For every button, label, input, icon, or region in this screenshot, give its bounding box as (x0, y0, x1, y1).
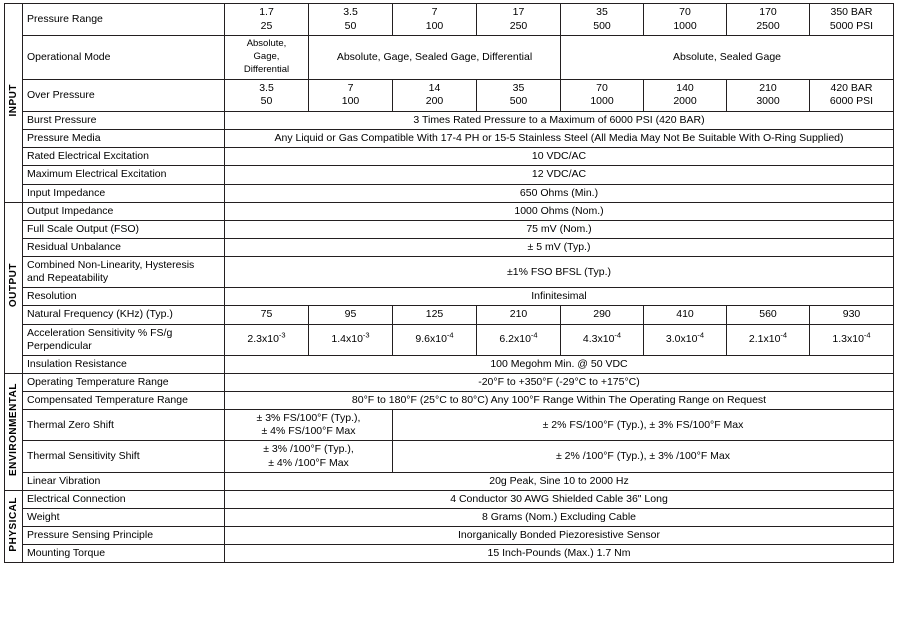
pressure-range-cell-8: 350 BAR 5000 PSI (810, 4, 894, 36)
section-label-input: INPUT (5, 4, 23, 203)
table-row (5, 490, 894, 508)
operational-mode-cell-2: Absolute, Gage, Sealed Gage, Differential (309, 36, 561, 79)
table-row (5, 355, 894, 373)
pressure-range-cell-1: 1.7 25 (225, 4, 309, 36)
row-label-combined-non-linearity: Combined Non-Linearity, Hysteresis and Repeatability (23, 257, 225, 288)
over-pressure-cell-6: 140 2000 (644, 79, 727, 111)
acceleration-sensitivity-cell-8: $1.3x10^{-4}$ (810, 324, 894, 355)
table-row (5, 288, 894, 306)
combined-non-linearity-value: ±1% FSO BFSL (Typ.) (225, 257, 894, 288)
table-row (5, 545, 894, 563)
table-row (5, 220, 894, 238)
table-row (5, 148, 894, 166)
maximum-electrical-excitation-value: 12 VDC/AC (225, 166, 894, 184)
insulation-resistance-value: 100 Megohm Min. @ 50 VDC (225, 355, 894, 373)
pressure-range-cell-4: 17 250 (477, 4, 561, 36)
thermal-sensitivity-shift-left: ± 3% /100°F (Typ.), ± 4% /100°F Max (225, 441, 393, 472)
row-label-natural-frequency: Natural Frequency (KHz) (Typ.) (23, 306, 225, 324)
row-label-input-impedance: Input Impedance (23, 184, 225, 202)
pressure-range-cell-2: 3.5 50 (309, 4, 393, 36)
table-row (5, 527, 894, 545)
table-row (5, 79, 894, 111)
table-row (5, 508, 894, 526)
row-label-weight: Weight (23, 508, 225, 526)
row-label-insulation-resistance: Insulation Resistance (23, 355, 225, 373)
table-row (5, 36, 894, 79)
pressure-range-cell-3: 7 100 (393, 4, 477, 36)
pressure-range-cell-6: 70 1000 (644, 4, 727, 36)
table-row (5, 166, 894, 184)
row-label-burst-pressure: Burst Pressure (23, 112, 225, 130)
linear-vibration-value: 20g Peak, Sine 10 to 2000 Hz (225, 472, 894, 490)
rated-electrical-excitation-value: 10 VDC/AC (225, 148, 894, 166)
over-pressure-cell-8: 420 BAR 6000 PSI (810, 79, 894, 111)
row-label-thermal-zero-shift: Thermal Zero Shift (23, 410, 225, 441)
thermal-sensitivity-shift-right: ± 2% /100°F (Typ.), ± 3% /100°F Max (393, 441, 894, 472)
row-label-thermal-sensitivity-shift: Thermal Sensitivity Shift (23, 441, 225, 472)
weight-value: 8 Grams (Nom.) Excluding Cable (225, 508, 894, 526)
natural-frequency-cell-8: 930 (810, 306, 894, 324)
pressure-sensing-principle-value: Inorganically Bonded Piezoresistive Sensor (225, 527, 894, 545)
specifications-table (4, 3, 894, 563)
section-label-output: OUTPUT (5, 202, 23, 373)
natural-frequency-cell-7: 560 (727, 306, 810, 324)
mounting-torque-value: 15 Inch-Pounds (Max.) 1.7 Nm (225, 545, 894, 563)
input-impedance-value: 650 Ohms (Min.) (225, 184, 894, 202)
row-label-compensated-temperature-range: Compensated Temperature Range (23, 392, 225, 410)
over-pressure-cell-3: 14 200 (393, 79, 477, 111)
acceleration-sensitivity-cell-2: $1.4x10^{-3}$ (309, 324, 393, 355)
pressure-media-value: Any Liquid or Gas Compatible With 17-4 PH or 15-5 Stainless Steel (All Media May Not Be Suitable With O-Ring Supplied) (225, 130, 894, 148)
over-pressure-cell-5: 70 1000 (561, 79, 644, 111)
acceleration-sensitivity-cell-4: $6.2x10^{-4}$ (477, 324, 561, 355)
row-label-pressure-media: Pressure Media (23, 130, 225, 148)
over-pressure-cell-2: 7 100 (309, 79, 393, 111)
acceleration-sensitivity-cell-6: $3.0x10^{-4}$ (644, 324, 727, 355)
row-label-resolution: Resolution (23, 288, 225, 306)
table-row (5, 184, 894, 202)
table-row (5, 257, 894, 288)
table-row (5, 472, 894, 490)
table-row (5, 112, 894, 130)
table-row (5, 306, 894, 324)
row-label-over-pressure: Over Pressure (23, 79, 225, 111)
section-label-environmental: ENVIRONMENTAL (5, 373, 23, 490)
row-label-maximum-electrical-excitation: Maximum Electrical Excitation (23, 166, 225, 184)
row-label-rated-electrical-excitation: Rated Electrical Excitation (23, 148, 225, 166)
table-row (5, 238, 894, 256)
table-row (5, 202, 894, 220)
over-pressure-cell-4: 35 500 (477, 79, 561, 111)
row-label-operating-temperature-range: Operating Temperature Range (23, 373, 225, 391)
row-label-pressure-sensing-principle: Pressure Sensing Principle (23, 527, 225, 545)
row-label-linear-vibration: Linear Vibration (23, 472, 225, 490)
thermal-zero-shift-left: ± 3% FS/100°F (Typ.), ± 4% FS/100°F Max (225, 410, 393, 441)
table-row (5, 441, 894, 472)
table-row (5, 373, 894, 391)
pressure-range-cell-7: 170 2500 (727, 4, 810, 36)
natural-frequency-cell-2: 95 (309, 306, 393, 324)
burst-pressure-value: 3 Times Rated Pressure to a Maximum of 6000 PSI (420 BAR) (225, 112, 894, 130)
spec-sheet (0, 3, 897, 644)
natural-frequency-cell-4: 210 (477, 306, 561, 324)
full-scale-output-value: 75 mV (Nom.) (225, 220, 894, 238)
natural-frequency-cell-5: 290 (561, 306, 644, 324)
row-label-electrical-connection: Electrical Connection (23, 490, 225, 508)
table-row (5, 410, 894, 441)
residual-unbalance-value: ± 5 mV (Typ.) (225, 238, 894, 256)
compensated-temperature-range-value: 80°F to 180°F (25°C to 80°C) Any 100°F Range Within The Operating Range on Request (225, 392, 894, 410)
table-row (5, 392, 894, 410)
row-label-output-impedance: Output Impedance (23, 202, 225, 220)
acceleration-sensitivity-cell-1: $2.3x10^{-3}$ (225, 324, 309, 355)
row-label-operational-mode: Operational Mode (23, 36, 225, 79)
row-label-residual-unbalance: Residual Unbalance (23, 238, 225, 256)
row-label-pressure-range: Pressure Range (23, 4, 225, 36)
operational-mode-cell-1: Absolute, Gage, Differential (225, 36, 309, 79)
acceleration-sensitivity-cell-5: $4.3x10^{-4}$ (561, 324, 644, 355)
row-label-mounting-torque: Mounting Torque (23, 545, 225, 563)
row-label-acceleration-sensitivity: Acceleration Sensitivity % FS/g Perpendicular (23, 324, 225, 355)
table-row (5, 4, 894, 36)
table-row (5, 130, 894, 148)
over-pressure-cell-7: 210 3000 (727, 79, 810, 111)
acceleration-sensitivity-cell-7: $2.1x10^{-4}$ (727, 324, 810, 355)
electrical-connection-value: 4 Conductor 30 AWG Shielded Cable 36" Long (225, 490, 894, 508)
pressure-range-cell-5: 35 500 (561, 4, 644, 36)
section-label-physical: PHYSICAL (5, 490, 23, 563)
natural-frequency-cell-6: 410 (644, 306, 727, 324)
operating-temperature-range-value: -20°F to +350°F (-29°C to +175°C) (225, 373, 894, 391)
resolution-value: Infinitesimal (225, 288, 894, 306)
acceleration-sensitivity-cell-3: $9.6x10^{-4}$ (393, 324, 477, 355)
table-row (5, 324, 894, 355)
over-pressure-cell-1: 3.5 50 (225, 79, 309, 111)
natural-frequency-cell-3: 125 (393, 306, 477, 324)
operational-mode-cell-3: Absolute, Sealed Gage (561, 36, 894, 79)
natural-frequency-cell-1: 75 (225, 306, 309, 324)
output-impedance-value: 1000 Ohms (Nom.) (225, 202, 894, 220)
thermal-zero-shift-right: ± 2% FS/100°F (Typ.), ± 3% FS/100°F Max (393, 410, 894, 441)
row-label-full-scale-output: Full Scale Output (FSO) (23, 220, 225, 238)
